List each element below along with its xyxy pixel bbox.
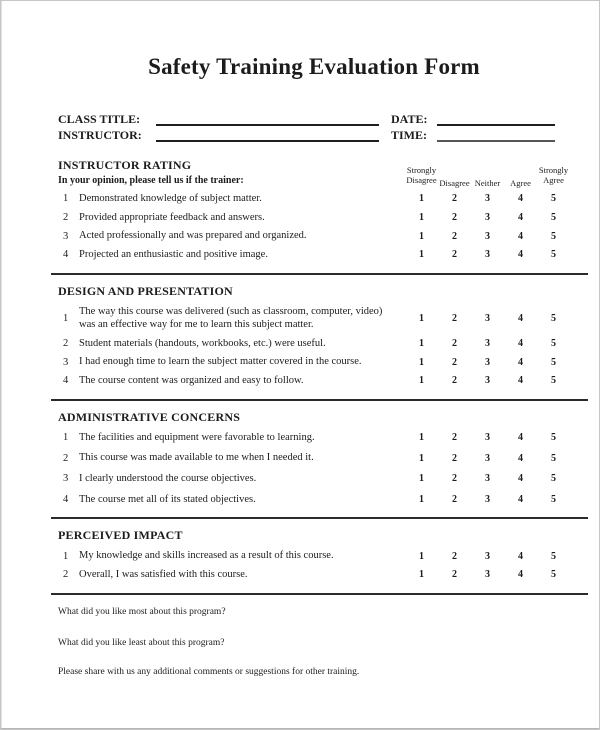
rating-row [58,248,570,262]
section-divider [51,517,588,519]
rating-options [405,569,570,580]
section-items [58,549,570,581]
item-number: 4 [63,249,69,261]
scale-label: Neither [474,178,501,189]
rating-option[interactable]: 4 [518,473,523,485]
rating-option[interactable]: 3 [485,375,490,387]
rating-options [405,231,570,242]
rating-option[interactable]: 5 [551,432,556,444]
rating-option[interactable]: 2 [452,473,457,485]
rating-option[interactable]: 5 [551,338,556,350]
rating-option[interactable]: 1 [419,312,424,324]
item-text: Demonstrated knowledge of subject matter. [79,193,262,204]
section-heading: ADMINISTRATIVE CONCERNS [58,409,241,424]
rating-row [58,374,570,388]
section-heading: DESIGN AND PRESENTATION [58,283,233,298]
rating-option[interactable]: 2 [452,249,457,261]
rating-option[interactable]: 2 [452,356,457,368]
rating-row [58,305,570,332]
rating-option[interactable]: 1 [419,494,424,505]
rating-options [405,193,570,204]
rating-options [405,551,570,562]
section-heading: PERCEIVED IMPACT [58,528,183,543]
scale-header [405,147,570,189]
rating-option[interactable]: 3 [485,312,490,324]
rating-option[interactable]: 1 [419,338,424,350]
rating-option[interactable]: 5 [551,193,556,205]
rating-option[interactable]: 2 [452,193,457,205]
rating-option[interactable]: 2 [452,432,457,444]
item-number: 2 [63,569,69,581]
sections-container [58,192,570,595]
section-items [58,431,570,507]
rating-row [58,472,570,486]
page-title: Safety Training Evaluation Form [148,54,480,79]
item-text: My knowledge and skills increased as a result of this course. [79,550,334,562]
header-fields [58,110,570,142]
rating-option[interactable]: 4 [518,375,523,387]
rating-options [405,212,570,223]
rating-option[interactable]: 5 [551,211,556,223]
rating-row [58,568,570,582]
rating-option[interactable]: 4 [518,338,523,350]
rating-option[interactable]: 1 [419,569,424,581]
item-text: Projected an enthusiastic and positive image. [79,248,268,260]
time-label: TIME: [391,128,427,142]
rating-option[interactable]: 4 [518,356,523,368]
rating-option[interactable]: 4 [518,312,523,324]
rating-option[interactable]: 1 [419,432,424,444]
rating-option[interactable]: 4 [518,432,523,444]
rating-option[interactable]: 4 [518,211,523,223]
rating-row [58,451,570,465]
rating-options [405,453,570,464]
scale-label: Strongly Disagree [406,165,437,186]
item-text: The facilities and equipment were favorable to learning. [79,431,315,443]
open-question: What did you like least about this program? [58,637,225,648]
rating-option[interactable]: 3 [485,356,490,368]
rating-option[interactable]: 4 [518,550,523,562]
item-text: Student materials (handouts, workbooks, etc.) were useful. [79,337,326,349]
class-title-label: CLASS TITLE: [58,112,141,126]
rating-option[interactable]: 1 [419,230,424,242]
rating-option[interactable]: 3 [485,338,490,350]
scale-label: Strongly Agree [538,165,569,186]
rating-row [58,337,570,351]
rating-option[interactable]: 2 [452,338,457,350]
rating-option[interactable]: 1 [419,356,424,368]
rating-options [405,313,570,324]
rating-option[interactable]: 5 [551,249,556,261]
rating-option[interactable]: 4 [518,452,523,464]
rating-option[interactable]: 5 [551,375,556,387]
section-items [58,305,570,388]
rating-option[interactable]: 5 [551,452,556,464]
rating-options [405,473,570,484]
open-questions [58,607,570,677]
rating-option[interactable]: 3 [485,452,490,464]
item-number: 3 [63,230,69,242]
item-number: 4 [63,494,69,505]
rating-option[interactable]: 1 [419,375,424,387]
rating-option[interactable]: 2 [452,211,457,223]
date-input[interactable] [437,112,555,126]
rating-option[interactable]: 5 [551,473,556,485]
rating-option[interactable]: 3 [485,569,490,581]
section-divider [51,399,588,401]
open-question: Please share with us any additional comments or suggestions for other training. [58,666,360,677]
item-text: This course was made available to me when I needed it. [79,452,314,464]
item-number: 3 [63,356,69,368]
rating-option[interactable]: 3 [485,193,490,205]
item-text: Provided appropriate feedback and answers. [79,211,265,223]
rating-option[interactable]: 2 [452,569,457,581]
rating-option[interactable]: 1 [419,193,424,205]
class-title-input[interactable] [156,112,379,126]
instructor-input[interactable] [156,128,379,142]
item-text: The course met all of its stated objectives. [79,493,256,505]
rating-option[interactable]: 3 [485,550,490,562]
rating-option[interactable]: 3 [485,211,490,223]
item-text: Acted professionally and was prepared and organized. [79,230,307,242]
rating-option[interactable]: 5 [551,569,556,581]
rating-option[interactable]: 5 [551,356,556,368]
rating-option[interactable]: 3 [485,249,490,261]
rating-option[interactable]: 5 [551,494,556,505]
rating-option[interactable]: 2 [452,494,457,505]
rating-option[interactable]: 1 [419,473,424,485]
rating-row [58,355,570,369]
section-items [58,192,570,262]
rating-option[interactable]: 1 [419,452,424,464]
rating-option[interactable]: 5 [551,230,556,242]
rating-option[interactable]: 3 [485,230,490,242]
open-question: What did you like most about this program? [58,606,226,617]
rating-option[interactable]: 3 [485,494,490,505]
rating-option[interactable]: 4 [518,494,523,505]
rating-options [405,494,570,505]
scale-label: Disagree [439,178,470,189]
scale-label: Agree [510,178,531,189]
rating-option[interactable]: 4 [518,193,523,205]
rating-option[interactable]: 1 [419,211,424,223]
section-heading: INSTRUCTOR RATING [58,158,192,172]
rating-row [58,493,570,507]
rating-row [58,192,570,206]
time-input[interactable] [437,128,555,142]
section-divider [51,273,588,275]
rating-option[interactable]: 2 [452,230,457,242]
form-content [1,54,599,677]
rating-row [58,229,570,243]
rating-option[interactable]: 5 [551,550,556,562]
item-number: 1 [63,550,69,562]
rating-option[interactable]: 2 [452,312,457,324]
rating-option[interactable]: 5 [551,312,556,324]
scale-header-row [58,147,570,189]
rating-option[interactable]: 3 [485,473,490,485]
section-subheading: In your opinion, please tell us if the trainer: [58,175,244,186]
item-number: 2 [63,338,69,350]
rating-options [405,432,570,443]
item-number: 1 [63,432,69,444]
item-text: The course content was organized and easy to follow. [79,375,304,387]
rating-options [405,375,570,386]
rating-options [405,357,570,368]
rating-option[interactable]: 2 [452,452,457,464]
instructor-label: INSTRUCTOR: [58,128,142,142]
rating-row [58,549,570,563]
item-text: I had enough time to learn the subject matter covered in the course. [79,356,362,368]
item-text: I clearly understood the course objectives. [79,473,257,485]
rating-option[interactable]: 4 [518,569,523,581]
rating-option[interactable]: 2 [452,375,457,387]
item-text: Overall, I was satisfied with this course. [79,568,248,580]
rating-option[interactable]: 2 [452,550,457,562]
item-number: 2 [63,211,69,223]
date-label: DATE: [391,112,428,126]
item-number: 1 [63,312,69,324]
item-number: 2 [63,452,69,464]
rating-option[interactable]: 1 [419,550,424,562]
rating-options [405,249,570,260]
rating-row [58,431,570,445]
section-divider [51,593,588,595]
rating-row [58,211,570,225]
item-number: 1 [63,193,69,205]
rating-option[interactable]: 4 [518,230,523,242]
rating-option[interactable]: 3 [485,432,490,444]
item-number: 4 [63,375,69,387]
rating-options [405,338,570,349]
item-text: The way this course was delivered (such as classroom, computer, video) was an effective way for me to learn this subject matter. [79,305,383,331]
item-number: 3 [63,473,69,485]
rating-option[interactable]: 4 [518,249,523,261]
rating-option[interactable]: 1 [419,249,424,261]
